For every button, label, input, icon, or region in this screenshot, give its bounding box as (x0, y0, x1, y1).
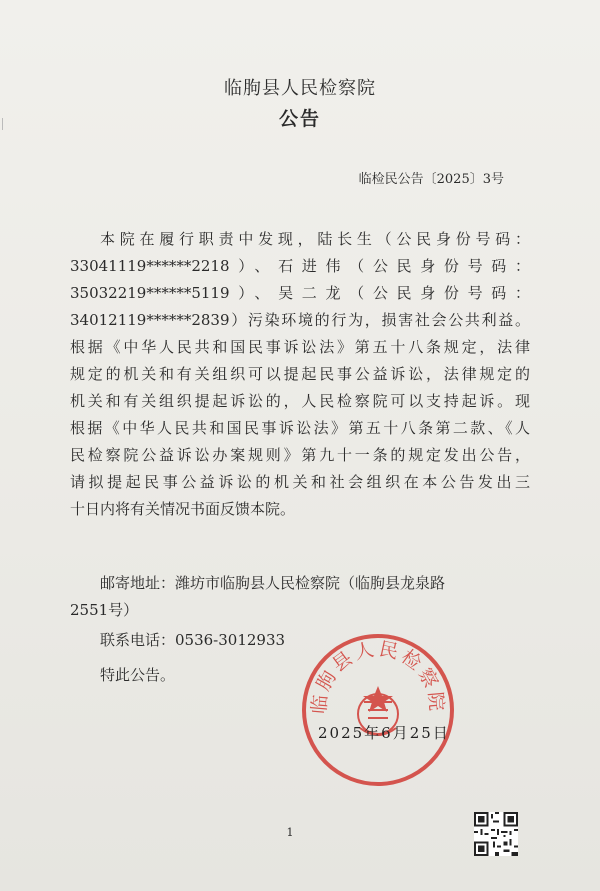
issue-date: 2025年6月25日 (318, 724, 450, 742)
contact-phone: 联系电话：0536-3012933 (100, 631, 286, 649)
body-line: 根据《中华人民共和国民事诉讼法》第五十八条规定，法律 (70, 338, 530, 356)
qr-code-icon (474, 812, 518, 856)
body-line: 35032219******5119）、吴二龙（公民身份号码： (70, 284, 530, 302)
body-line: 本院在履行职责中发现，陆长生（公民身份号码： (100, 230, 530, 248)
body-line: 机关和有关组织提起诉讼的，人民检察院可以支持起诉。现 (70, 392, 530, 410)
address-line: 邮寄地址：潍坊市临朐县人民检察院（临朐县龙泉路 (100, 574, 446, 592)
body-line: 33041119******2218）、石进伟（公民身份号码： (70, 257, 530, 275)
closing-text: 特此公告。 (100, 666, 176, 684)
official-seal-icon (298, 630, 458, 790)
address-line: 2551号） (70, 601, 139, 619)
body-line: 根据《中华人民共和国民事诉讼法》第五十八条第二款、《人 (70, 419, 530, 437)
mailing-address (70, 570, 530, 624)
body-line: 34012119******2839）污染环境的行为，损害社会公共利益。 (70, 311, 530, 329)
announcement-body (70, 226, 530, 523)
body-line: 请拟提起民事公益诉讼的机关和社会组织在本公告发出三 (70, 473, 530, 491)
body-line: 十日内将有关情况书面反馈本院。 (70, 500, 296, 518)
page-number: 1 (286, 826, 294, 839)
body-line: 民检察院公益诉讼办案规则》第九十一条的规定发出公告， (70, 446, 530, 464)
body-line: 规定的机关和有关组织可以提起民事公益诉讼，法律规定的 (70, 365, 530, 383)
doc-type-title: 公告 (278, 108, 321, 130)
org-title: 临朐县人民检察院 (224, 78, 376, 99)
seal-text: 临朐县人民检察院 (308, 637, 448, 715)
doc-number: 临检民公告〔2025〕3号 (358, 172, 504, 187)
